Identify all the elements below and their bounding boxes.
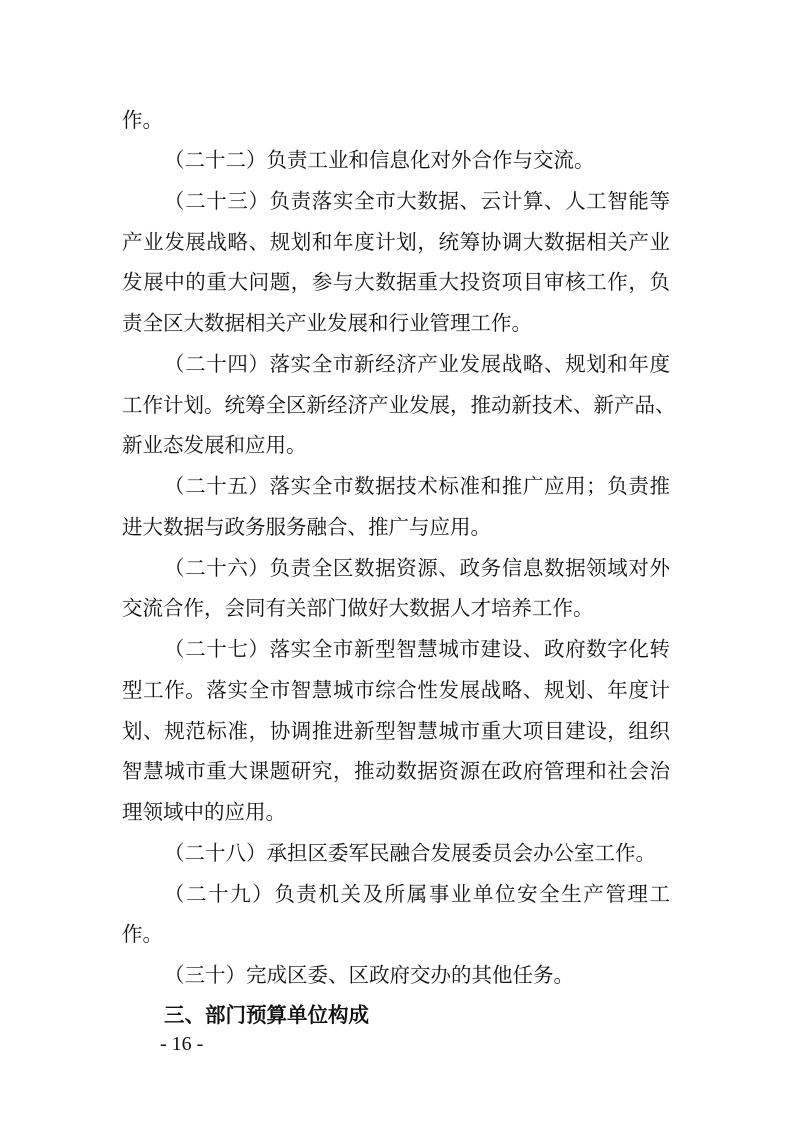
item-23-line: （二十三）负责落实全市大数据、云计算、人工智能等 <box>164 189 670 213</box>
body-text-line: 产业发展战略、规划和年度计划，统筹协调大数据相关产业 <box>122 230 670 254</box>
section-heading: 三、部门预算单位构成 <box>164 1003 369 1027</box>
item-27-line: （二十七）落实全市新型智慧城市建设、政府数字化转 <box>164 637 670 661</box>
item-29-line: （二十九）负责机关及所属事业单位安全生产管理工 <box>164 882 670 906</box>
page-number: - 16 - <box>160 1033 204 1055</box>
body-text-line: 发展中的重大问题，参与大数据重大投资项目审核工作，负 <box>122 270 670 294</box>
body-text-line: 新业态发展和应用。 <box>122 433 307 457</box>
body-text-line: 作。 <box>122 922 163 946</box>
body-text-line: 工作计划。统筹全区新经济产业发展，推动新技术、新产品、 <box>122 393 676 417</box>
body-text-line: 智慧城市重大课题研究，推动数据资源在政府管理和社会治 <box>122 759 670 783</box>
item-22-line: （二十二）负责工业和信息化对外合作与交流。 <box>164 148 595 172</box>
body-text-line: 理领域中的应用。 <box>122 800 286 824</box>
item-24-line: （二十四）落实全市新经济产业发展战略、规划和年度 <box>164 352 670 376</box>
item-30-line: （三十）完成区委、区政府交办的其他任务。 <box>164 963 574 987</box>
body-text-line: 划、规范标准，协调推进新型智慧城市重大项目建设，组织 <box>122 719 670 743</box>
item-26-line: （二十六）负责全区数据资源、政务信息数据领域对外 <box>164 556 670 580</box>
body-text-line: 型工作。落实全市智慧城市综合性发展战略、规划、年度计 <box>122 678 670 702</box>
body-text-line: 作。 <box>122 108 163 132</box>
item-28-line: （二十八）承担区委军民融合发展委员会办公室工作。 <box>164 841 656 865</box>
body-text-line: 交流合作，会同有关部门做好大数据人才培养工作。 <box>122 596 594 620</box>
item-25-line: （二十五）落实全市数据技术标准和推广应用；负责推 <box>164 474 670 498</box>
body-text-line: 进大数据与政务服务融合、推广与应用。 <box>122 515 491 539</box>
body-text-line: 责全区大数据相关产业发展和行业管理工作。 <box>122 311 532 335</box>
